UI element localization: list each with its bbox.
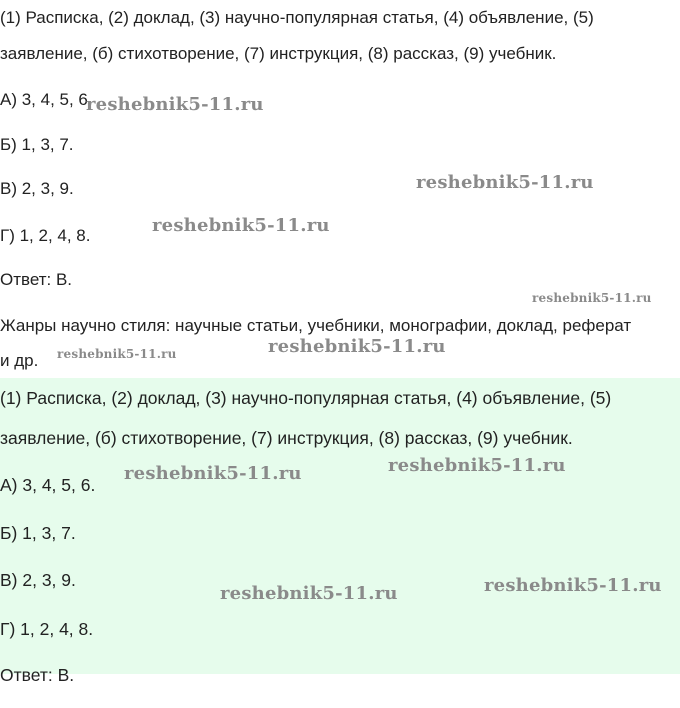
- watermark-text: reshebnik5-11.ru: [484, 575, 662, 596]
- question-line-1: (1) Расписка, (2) доклад, (3) научно-популярная статья, (4) объявление, (5): [0, 8, 594, 27]
- watermark-text: reshebnik5-11.ru: [124, 463, 302, 484]
- option-b: Б) 1, 3, 7.: [0, 523, 76, 543]
- watermark-text: reshebnik5-11.ru: [86, 94, 264, 115]
- question-line-2: заявление, (б) стихотворение, (7) инструкция, (8) рассказ, (9) учебник.: [0, 44, 557, 63]
- watermark-text: reshebnik5-11.ru: [268, 336, 446, 357]
- note-line-1: Жанры научно стиля: научные статьи, учебники, монографии, доклад, реферат: [0, 316, 632, 335]
- option-a: А) 3, 4, 5, 6.: [0, 475, 96, 495]
- watermark-text: reshebnik5-11.ru: [532, 291, 652, 305]
- watermark-text: reshebnik5-11.ru: [388, 455, 566, 476]
- watermark-text: reshebnik5-11.ru: [416, 172, 594, 193]
- option-d: Г) 1, 2, 4, 8.: [0, 619, 94, 639]
- option-d: Г) 1, 2, 4, 8.: [0, 226, 91, 245]
- answer-text: Ответ: В.: [0, 270, 73, 289]
- question-line-2: заявление, (б) стихотворение, (7) инструкция, (8) рассказ, (9) учебник.: [0, 428, 573, 448]
- watermark-text: reshebnik5-11.ru: [220, 583, 398, 604]
- answer-text: Ответ: В.: [0, 665, 75, 685]
- question-line-1: (1) Расписка, (2) доклад, (3) научно-популярная статья, (4) объявление, (5): [0, 388, 612, 408]
- watermark-text: reshebnik5-11.ru: [152, 215, 330, 236]
- option-b: Б) 1, 3, 7.: [0, 135, 74, 154]
- repeated-question-block: [0, 378, 680, 685]
- option-c: В) 2, 3, 9.: [0, 179, 74, 198]
- option-a: А) 3, 4, 5, 6.: [0, 90, 93, 109]
- option-c: В) 2, 3, 9.: [0, 570, 76, 590]
- note-line-2: и др.: [0, 351, 39, 370]
- watermark-text: reshebnik5-11.ru: [57, 347, 177, 361]
